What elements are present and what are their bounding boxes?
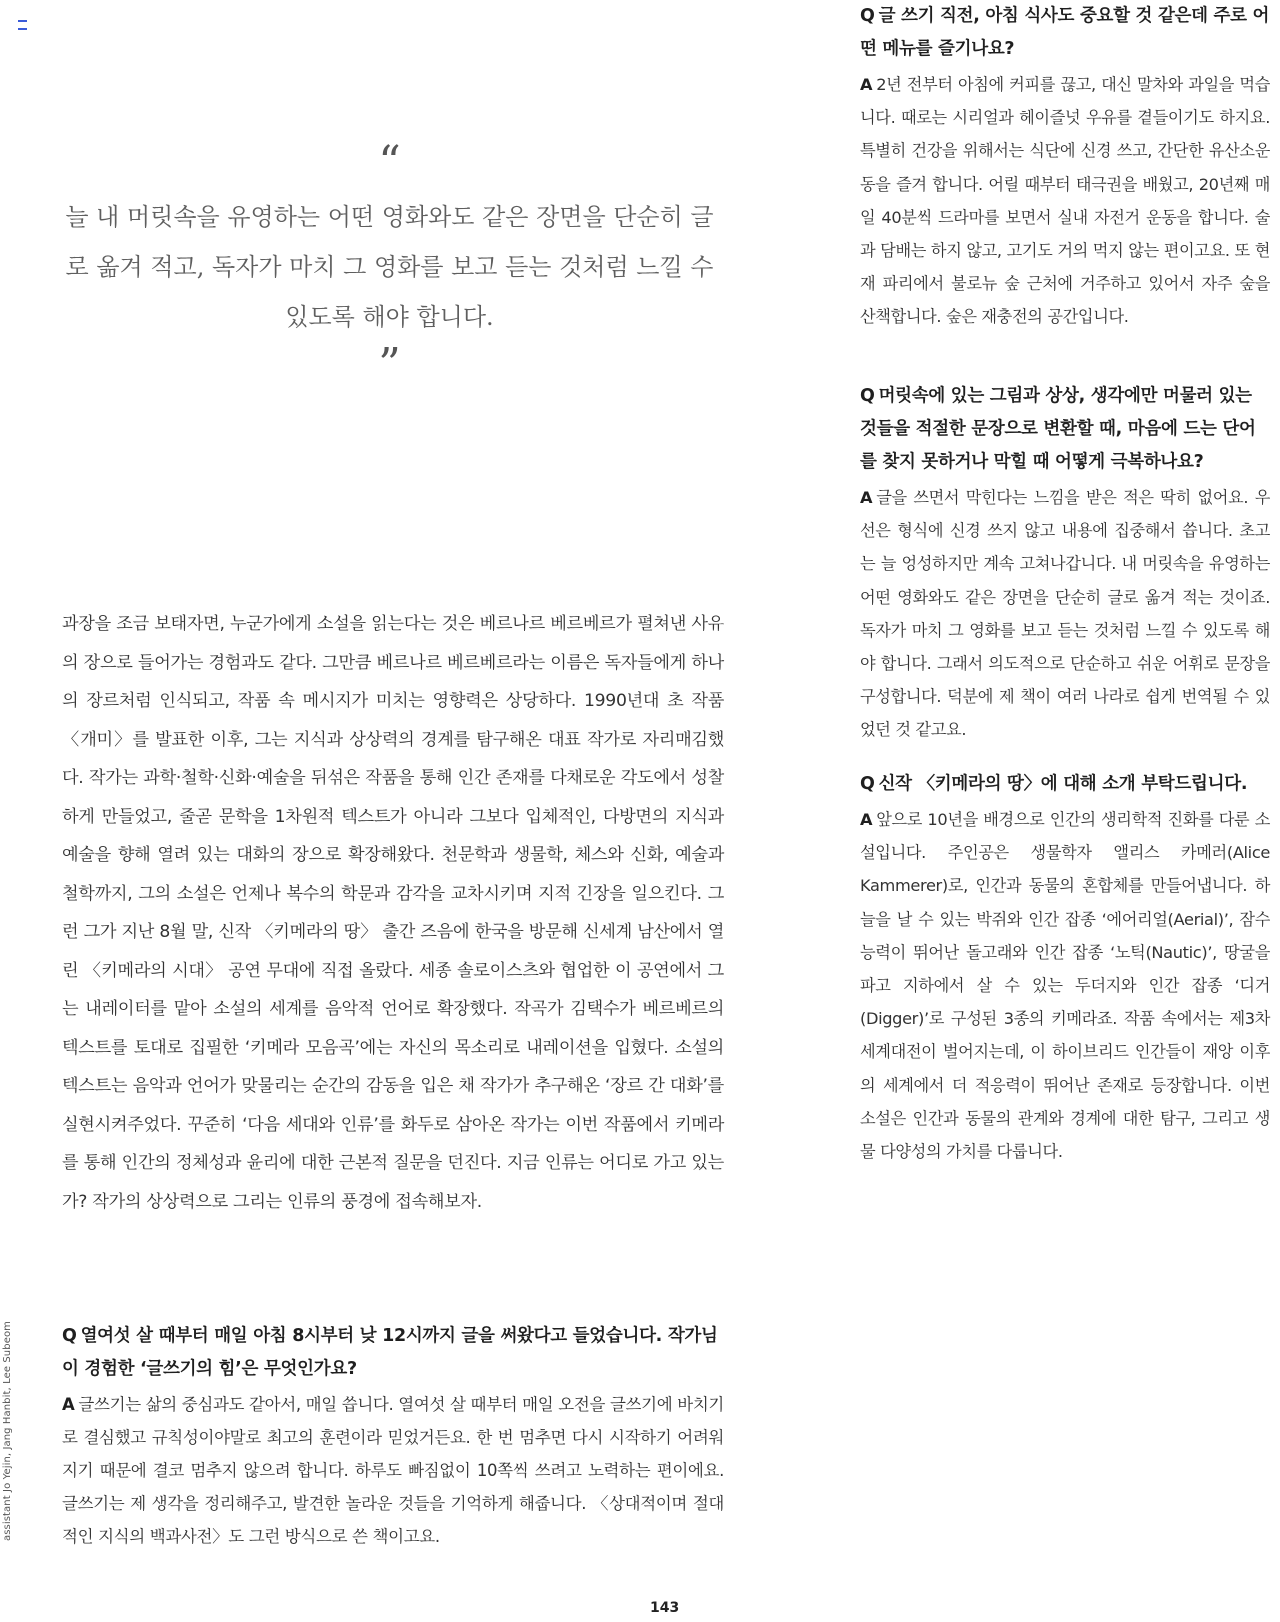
qa-item-new-novel — [860, 768, 1270, 1168]
question-text: 신작 〈키메라의 땅〉에 대해 소개 부탁드립니다. — [878, 774, 1248, 794]
answer-text: 2년 전부터 아침에 커피를 끊고, 대신 말차와 과일을 먹습니다. 때로는 시리얼과 헤이즐넛 우유를 곁들이기도 하지요. 특별히 건강을 위해서는 식단에 신경 쓰고, 간단한 유산소운동을 즐겨 합니다. 어릴 때부터 태극권을 배웠고, 20년째 매일 40분씩 드라마를 보면서 실내 자전거 운동을 합니다. 술과 담배는 하지 않고, 고기도 거의 먹지 않는 편이고요. 또 현재 파리에서 불로뉴 숲 근처에 거주하고 있어서 자주 숲을 산책합니다. 숲은 재충전의 공간입니다. — [860, 75, 1270, 327]
qa-item-power-of-writing — [62, 1320, 724, 1553]
answer — [860, 481, 1270, 747]
corner-mark — [18, 20, 27, 30]
close-quote-icon: ” — [378, 339, 401, 390]
pull-quote-text: 늘 내 머릿속을 유영하는 어떤 영화와도 같은 장면을 단순히 글로 옮겨 적고, 독자가 마치 그 영화를 보고 듣는 것처럼 느낄 수 있도록 해야 합니다. — [65, 203, 714, 331]
q-mark: Q — [860, 774, 875, 794]
page-number: 143 — [650, 1600, 680, 1616]
pull-quote — [62, 137, 717, 390]
answer-text: 앞으로 10년을 배경으로 인간의 생리학적 진화를 다룬 소설입니다. 주인공은 생물학자 앨리스 카메러(Alice Kammerer)로, 인간과 동물의 혼합체를 만들어냅니다. 하늘을 날 수 있는 박쥐와 인간 잡종 ‘에어리얼(Aerial)’, 잠수 능력이 뛰어난 돌고래와 인간 잡종 ‘노틱(Nautic)’, 땅굴을 파고 지하에서 살 수 있는 두더지와 인간 잡종 ‘디거(Digger)’로 구성된 3종의 키메라죠. 작품 속에서는 제3차 세계대전이 벌어지는데, 이 하이브리드 인간들이 재앙 이후의 세계에서 더 적응력이 뛰어난 존재로 등장합니다. 이번 소설은 인간과 동물의 관계와 경계에 대한 탐구, 그리고 생물 다양성의 가치를 다룹니다. — [860, 810, 1270, 1162]
a-mark: A — [860, 75, 873, 94]
intro-paragraph: 과장을 조금 보태자면, 누군가에게 소설을 읽는다는 것은 베르나르 베르베르가 펼쳐낸 사유의 장으로 들어가는 경험과도 같다. 그만큼 베르나르 베르베르라는 이름은 독자들에게 하나의 장르처럼 인식되고, 작품 속 메시지가 미치는 영향력은 상당하다. 1990년대 초 작품 〈개미〉를 발표한 이후, 그는 지식과 상상력의 경계를 탐구해온 대표 작가로 자리매김했다. 작가는 과학·철학·신화·예술을 뒤섞은 작품을 통해 인간 존재를 다채로운 각도에서 성찰하게 만들었고, 줄곧 문학을 1차원적 텍스트가 아니라 그보다 입체적인, 다방면의 지식과 예술을 향해 열려 있는 대화의 장으로 확장해왔다. 천문학과 생물학, 체스와 신화, 예술과 철학까지, 그의 소설은 언제나 복수의 학문과 감각을 교차시키며 지적 긴장을 일으킨다. 그런 그가 지난 8월 말, 신작 〈키메라의 땅〉 출간 즈음에 한국을 방문해 신세계 남산에서 열린 〈키메라의 시대〉 공연 무대에 직접 올랐다. 세종 솔로이스츠와 협업한 이 공연에서 그는 내레이터를 맡아 소설의 세계를 음악적 언어로 확장했다. 작곡가 김택수가 베르베르의 텍스트를 토대로 집필한 ‘키메라 모음곡’에는 자신의 목소리로 내레이션을 입혔다. 소설의 텍스트는 음악과 언어가 맞물리는 순간의 감동을 입은 채 작가가 추구해온 ‘장르 간 대화’를 실현시켜주었다. 꾸준히 ‘다음 세대와 인류’를 화두로 삼아온 작가는 이번 작품에서 키메라를 통해 인간의 정체성과 윤리에 대한 근본적 질문을 던진다. 지금 인류는 어디로 가고 있는가? 작가의 상상력으로 그리는 인류의 풍경에 접속해보자. — [62, 614, 724, 1212]
question-text: 머릿속에 있는 그림과 상상, 생각에만 머물러 있는 것들을 적절한 문장으로 변환할 때, 마음에 드는 단어를 찾지 못하거나 막힐 때 어떻게 극복하나요? — [860, 386, 1256, 472]
answer — [860, 68, 1270, 334]
q-mark: Q — [860, 6, 875, 26]
question — [860, 380, 1270, 479]
question — [62, 1320, 724, 1386]
question-text: 열여섯 살 때부터 매일 아침 8시부터 낮 12시까지 글을 써왔다고 들었습니다. 작가님이 경험한 ‘글쓰기의 힘’은 무엇인가요? — [62, 1326, 718, 1379]
q-mark: Q — [62, 1326, 77, 1346]
question-text: 글 쓰기 직전, 아침 식사도 중요할 것 같은데 주로 어떤 메뉴를 즐기나요? — [860, 6, 1270, 59]
qa-item-breakfast — [860, 0, 1270, 334]
a-mark: A — [860, 810, 873, 829]
a-mark: A — [62, 1395, 75, 1414]
answer-text: 글을 쓰면서 막힌다는 느낌을 받은 적은 딱히 없어요. 우선은 형식에 신경 쓰지 않고 내용에 집중해서 씁니다. 초고는 늘 엉성하지만 계속 고쳐나갑니다. 내 머릿속을 유영하는 어떤 영화와도 같은 장면을 단순히 글로 옮겨 적는 것이죠. 독자가 마치 그 영화를 보고 듣는 것처럼 느낄 수 있도록 해야 합니다. 그래서 의도적으로 단순하고 쉬운 어휘로 문장을 구성합니다. 덕분에 제 책이 여러 나라로 쉽게 번역될 수 있었던 것 같고요. — [860, 488, 1270, 740]
answer — [860, 803, 1270, 1168]
answer — [62, 1388, 724, 1553]
qa-item-writers-block — [860, 380, 1270, 747]
question — [860, 768, 1270, 801]
photo-credit — [2, 1315, 16, 1545]
q-mark: Q — [860, 386, 875, 406]
answer-text: 글쓰기는 삶의 중심과도 같아서, 매일 씁니다. 열여섯 살 때부터 매일 오전을 글쓰기에 바치기로 결심했고 규칙성이야말로 최고의 훈련이라 믿었거든요. 한 번 멈추면 다시 시작하기 어려워지기 때문에 결코 멈추지 않으려 합니다. 하루도 빠짐없이 10쪽씩 쓰려고 노력하는 편이에요. 글쓰기는 제 생각을 정리해주고, 발견한 놀라운 것들을 기억하게 해줍니다. 〈상대적이며 절대적인 지식의 백과사전〉도 그런 방식으로 쓴 책이고요. — [62, 1395, 724, 1546]
a-mark: A — [860, 488, 873, 507]
photo-credit-text: assistant Jo Yejin, Jang Hanbit, Lee Subeom — [2, 1320, 13, 1541]
question — [860, 0, 1270, 66]
open-quote-icon: “ — [378, 137, 401, 188]
